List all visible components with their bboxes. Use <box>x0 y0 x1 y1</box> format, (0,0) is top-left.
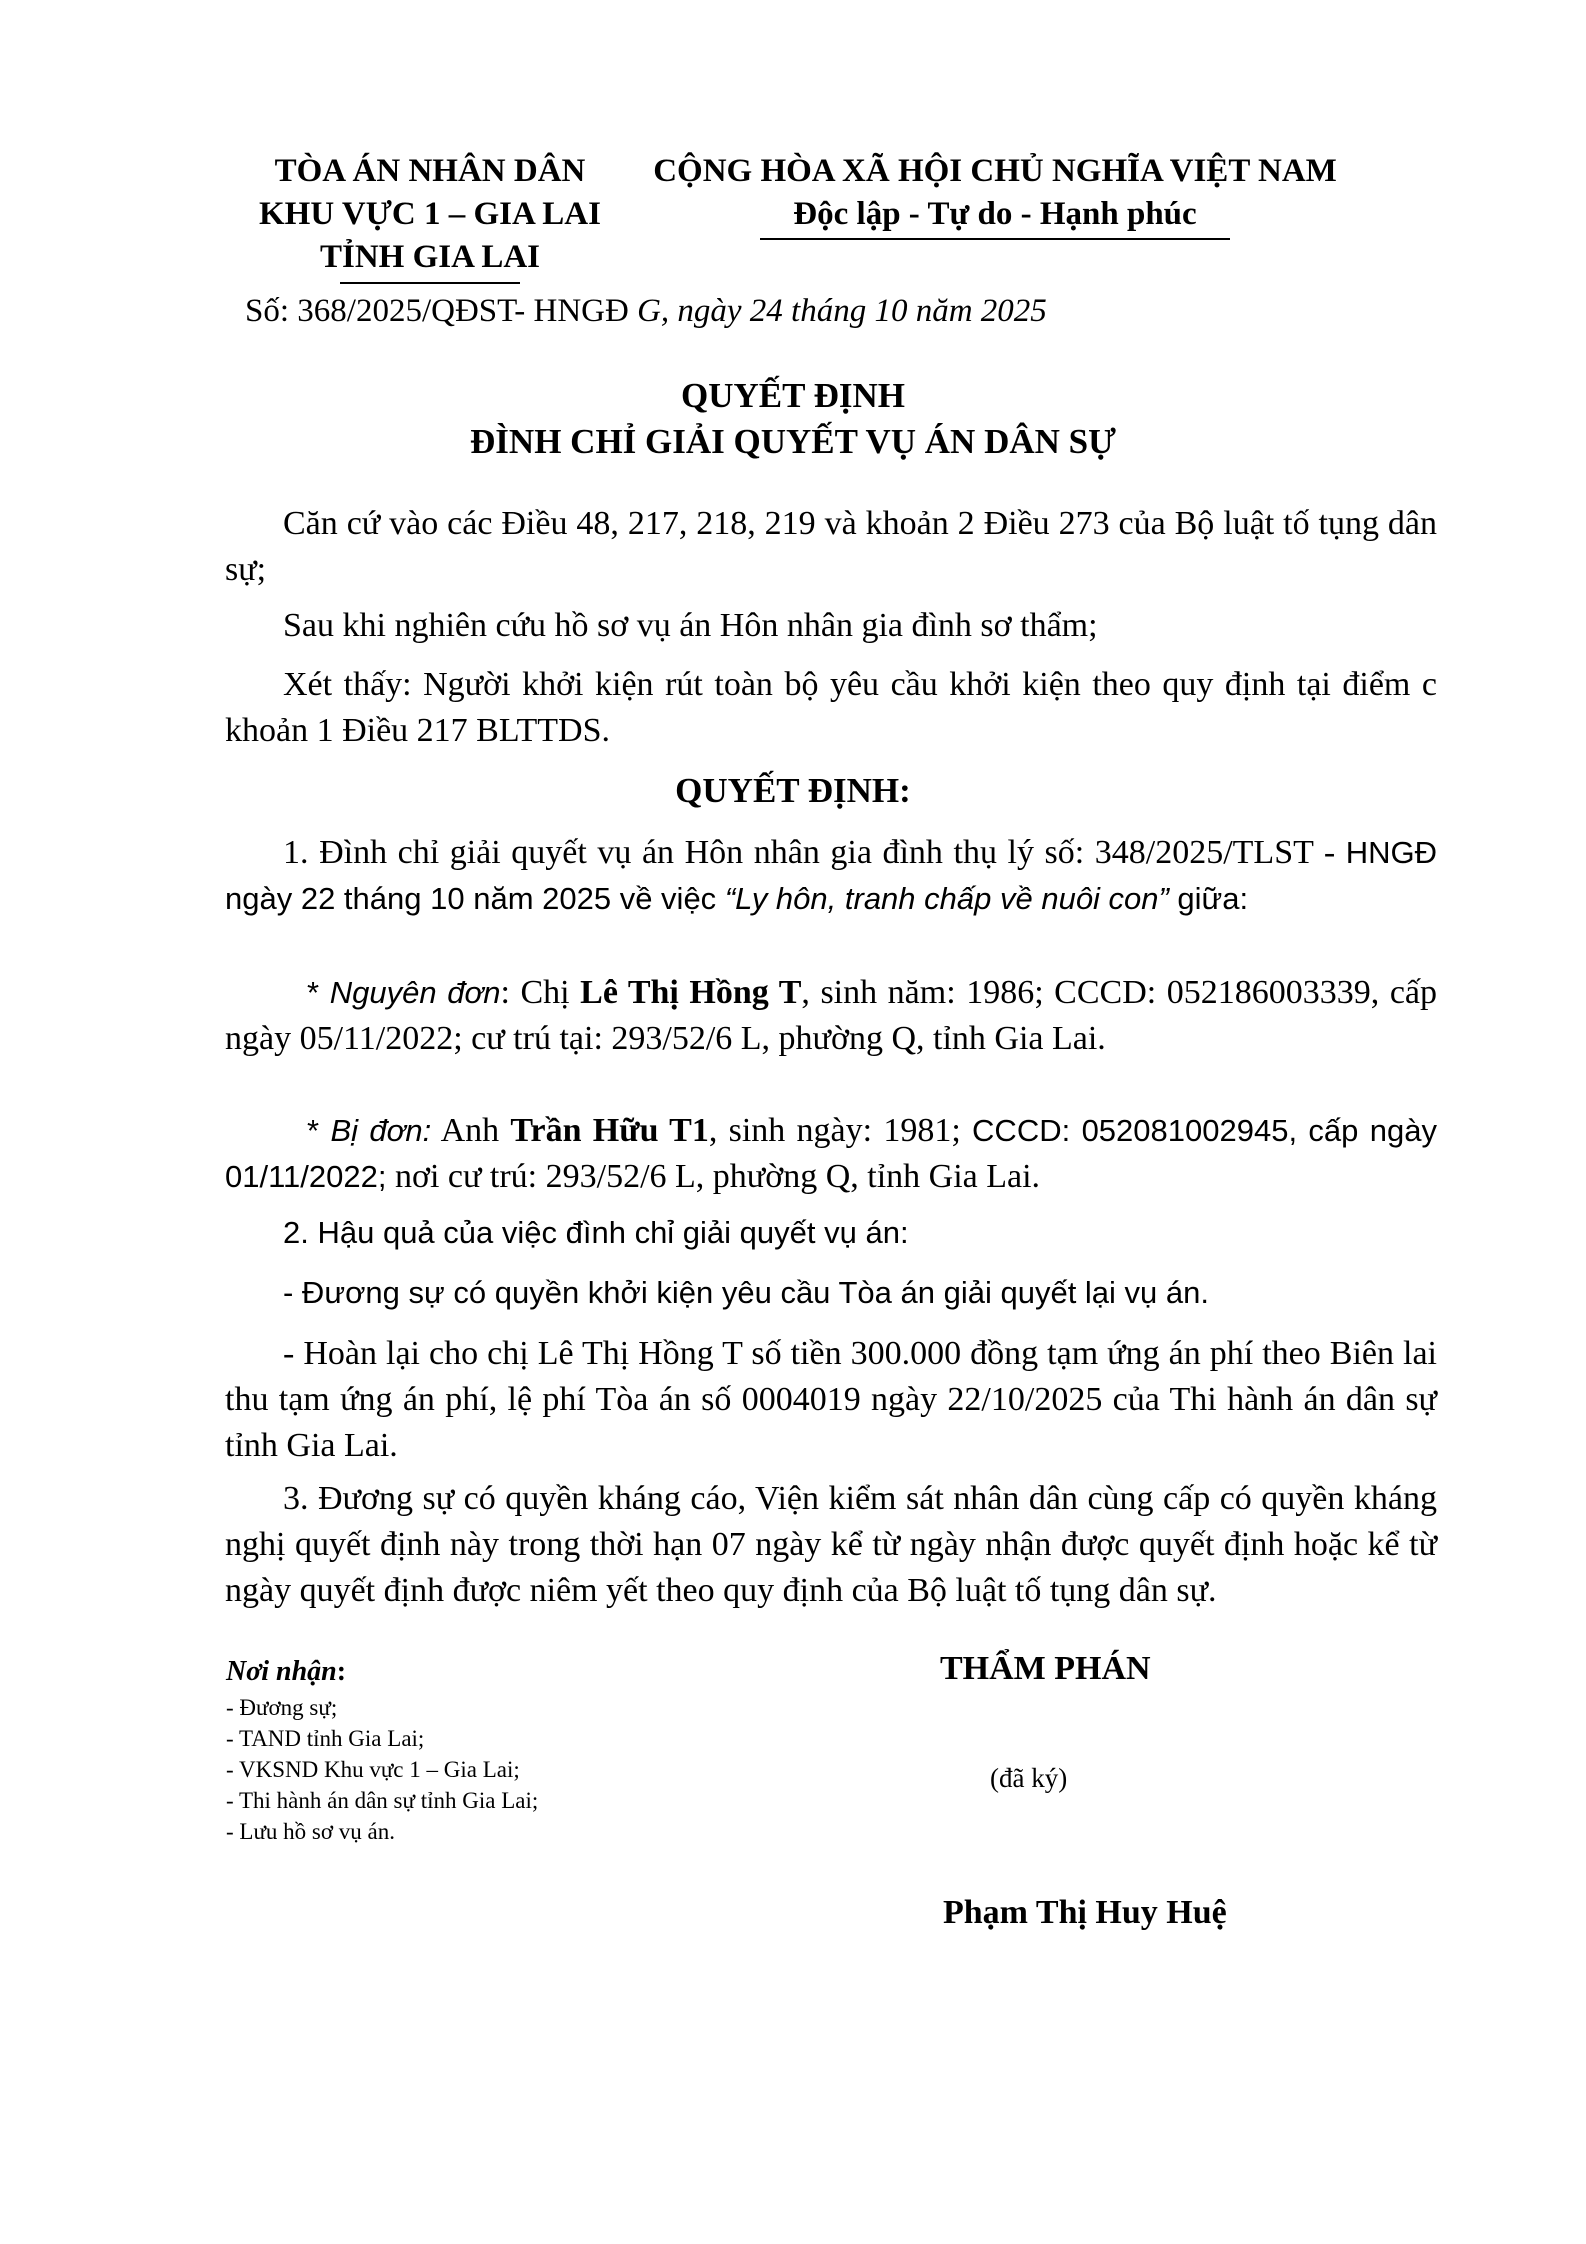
defendant-bullet: * <box>307 1113 331 1148</box>
consequence-2: - Hoàn lại cho chị Lê Thị Hồng T số tiền 300.000 đồng tạm ứng án phí theo Biên lai thu tạm ứng án phí, lệ phí Tòa án số 0004019 ngày 22/10/2025 của Thi hành án dân sự tỉnh Gia Lai. <box>225 1335 1437 1464</box>
consequence-1-text: - Đương sự có quyền khởi kiện yêu cầu Tòa án giải quyết lại vụ án. <box>283 1275 1209 1310</box>
national-motto-block <box>615 150 1375 236</box>
court-underline <box>340 282 520 284</box>
recipients-heading <box>226 1652 538 1692</box>
plaintiff-details: , sinh năm: 1986; CCCD: 052186003339, cấp ngày 05/11/2022; cư trú tại: 293/52/6 L, phường Q, tỉnh Gia Lai. <box>225 974 1437 1057</box>
item-1-paragraph <box>225 830 1437 922</box>
court-line-1: TÒA ÁN NHÂN DÂN <box>274 153 586 189</box>
item-1-text: 1. Đình chỉ giải quyết vụ án Hôn nhân gia đình thụ lý số: 348/2025/TLST - <box>283 834 1346 871</box>
plaintiff-paragraph <box>225 970 1437 1062</box>
plaintiff-bullet: * <box>307 975 330 1010</box>
item-3-paragraph: 3. Đương sự có quyền kháng cáo, Viện kiểm sát nhân dân cùng cấp có quyền kháng nghị quyết định này trong thời hạn 07 ngày kể từ ngày nhận được quyết định hoặc kể từ ngày quyết định được niêm yết theo quy định của Bộ luật tố tụng dân sự. <box>225 1480 1437 1609</box>
defendant-paragraph <box>225 1108 1437 1200</box>
case-subject: “Ly hôn, tranh chấp về nuôi con” <box>724 881 1169 916</box>
defendant-address: nơi cư trú: 293/52/6 L, phường Q, tỉnh Gia Lai. <box>386 1158 1041 1195</box>
court-line-3: TỈNH GIA LAI <box>319 239 541 275</box>
recipient-item: - TAND tỉnh Gia Lai; <box>226 1726 425 1751</box>
decision-heading: QUYẾT ĐỊNH: <box>675 771 911 810</box>
item-1-between: giữa: <box>1177 881 1249 916</box>
recipient-item: - Đương sự; <box>226 1695 338 1720</box>
recipients-heading-text: Nơi nhận <box>226 1656 337 1687</box>
legal-basis-paragraph: Căn cứ vào các Điều 48, 217, 218, 219 và khoản 2 Điều 273 của Bộ luật tố tụng dân sự; <box>225 505 1437 588</box>
nation-motto: Độc lập - Tự do - Hạnh phúc <box>793 196 1197 232</box>
review-paragraph: Sau khi nghiên cứu hồ sơ vụ án Hôn nhân gia đình sơ thẩm; <box>283 607 1098 644</box>
signature-status: (đã ký) <box>990 1763 1068 1793</box>
defendant-prefix: Anh <box>431 1112 511 1149</box>
plaintiff-label: Nguyên đơn <box>329 975 501 1010</box>
defendant-label: Bị đơn: <box>330 1113 432 1148</box>
plaintiff-name: Lê Thị Hồng T <box>580 974 802 1011</box>
nation-name: CỘNG HÒA XÃ HỘI CHỦ NGHĨA VIỆT NAM <box>653 153 1337 189</box>
item-1-text-cont: HNGĐ ngày 22 tháng 10 năm 2025 về việc <box>225 835 1437 916</box>
signer-name: Phạm Thị Huy Huệ <box>943 1894 1227 1931</box>
recipient-item: - Lưu hồ sơ vụ án. <box>226 1819 395 1844</box>
place-date: G, ngày 24 tháng 10 năm 2025 <box>628 293 1047 329</box>
defendant-name: Trần Hữu T1 <box>510 1112 709 1149</box>
consequence-1 <box>225 1270 1437 1316</box>
recipient-item: - Thi hành án dân sự tỉnh Gia Lai; <box>226 1788 539 1813</box>
finding-paragraph: Xét thấy: Người khởi kiện rút toàn bộ yêu cầu khởi kiện theo quy định tại điểm c khoản 1 Điều 217 BLTTDS. <box>225 666 1437 749</box>
document-subtitle: ĐÌNH CHỈ GIẢI QUYẾT VỤ ÁN DÂN SỰ <box>470 422 1116 461</box>
motto-underline <box>760 238 1230 240</box>
defendant-birth: , sinh ngày: 1981; <box>708 1112 973 1149</box>
document-number-line <box>245 289 1047 333</box>
item-2-heading-text: 2. Hậu quả của việc đình chỉ giải quyết vụ án: <box>283 1215 909 1250</box>
plaintiff-prefix: : Chị <box>500 974 581 1011</box>
recipient-item: - VKSND Khu vực 1 – Gia Lai; <box>226 1757 520 1782</box>
signature-title: THẨM PHÁN <box>940 1650 1151 1687</box>
document-title: QUYẾT ĐỊNH <box>681 376 905 415</box>
court-name-block <box>230 150 630 279</box>
defendant-id: CCCD: 052081002945, cấp ngày 01/11/2022; <box>225 1113 1437 1194</box>
document-number: Số: 368/2025/QĐST- HNGĐ <box>245 293 629 329</box>
recipients-block <box>226 1652 538 1847</box>
recipients-colon: : <box>336 1656 347 1687</box>
court-line-2: KHU VỰC 1 – GIA LAI <box>259 196 601 232</box>
item-2-heading <box>225 1210 1437 1256</box>
